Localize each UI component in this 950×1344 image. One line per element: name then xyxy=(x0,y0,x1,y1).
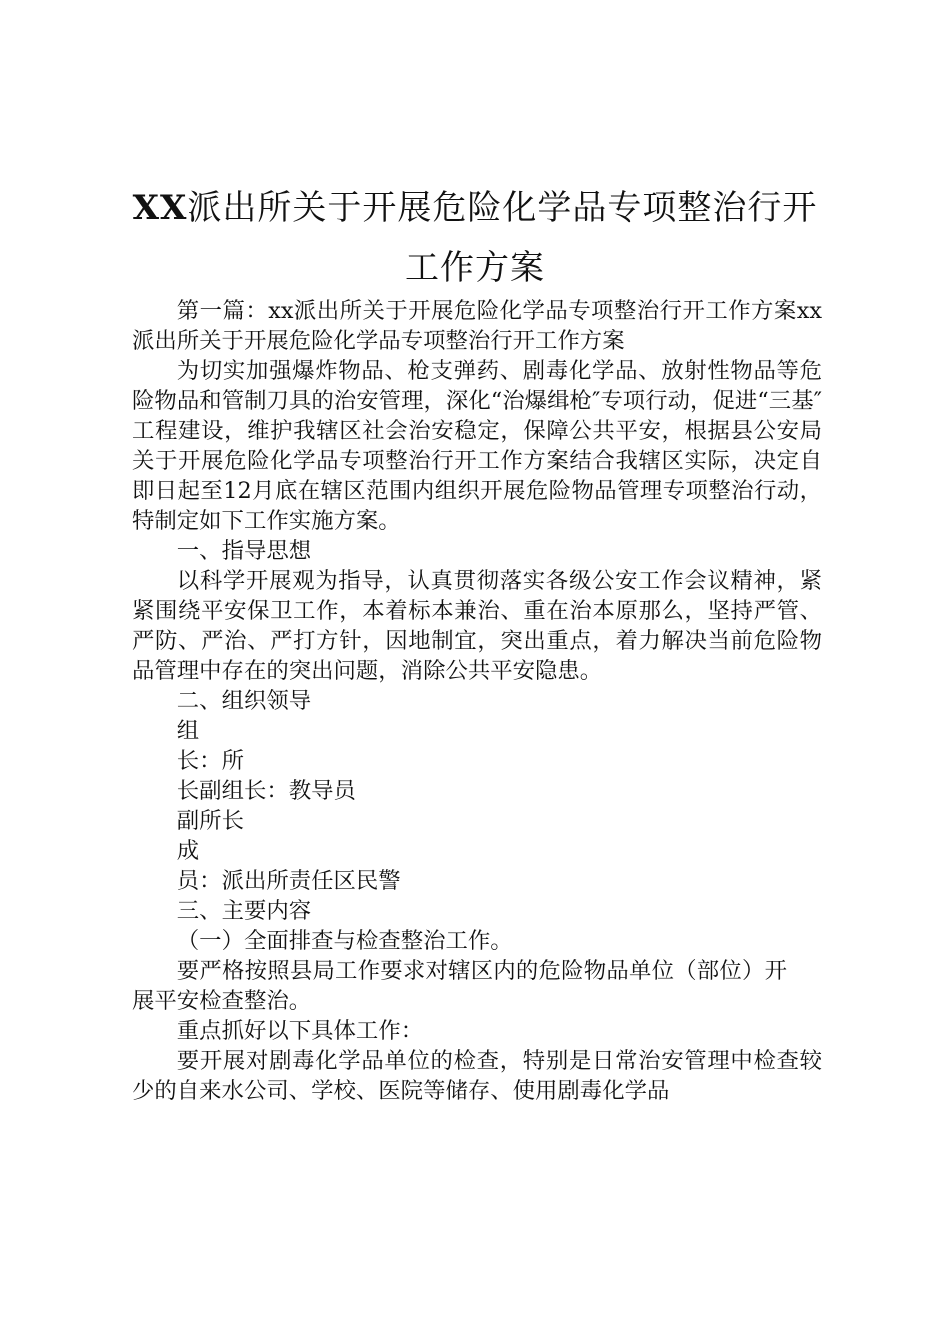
org-line-6: 员：派出所责任区民警 xyxy=(176,868,401,894)
org-line-1: 组 xyxy=(176,718,200,744)
org-line-4: 副所长 xyxy=(176,808,244,834)
document-title-line-2: 工作方案 xyxy=(405,248,545,288)
org-line-3: 长副组长：教导员 xyxy=(176,778,356,804)
paragraph-purpose: 为切实加强爆炸物品、枪支弹药、剧毒化学品、放射性物品等危险物品和管制刀具的治安管理，深化“治爆缉枪″专项行动，促进“三基″工程建设，维护我辖区社会治安稳定，保障公共平安，根据县公安局关于开展危险化学品专项整治行开工作方案结合我辖区实际，决定自即日起至12月底在辖区范围内组织开展危险物品管理专项整治行动，特制定如下工作实施方案。 xyxy=(132,358,822,534)
paragraph-inspection: 要严格按照县局工作要求对辖区内的危险物品单位（部位）开展平安检查整治。 xyxy=(132,958,787,1014)
heading-organization: 二、组织领导 xyxy=(176,688,312,714)
paragraph-key-tasks: 重点抓好以下具体工作： xyxy=(176,1018,424,1044)
paragraph-guiding-ideology: 以科学开展观为指导，认真贯彻落实各级公安工作会议精神，紧紧围绕平安保卫工作，本着标本兼治、重在治本原那么，坚持严管、严防、严治、严打方针，因地制宜，突出重点，着力解决当前危险物品管理中存在的突出问题，消除公共平安隐患。 xyxy=(132,568,822,684)
title-prefix: XX xyxy=(132,188,188,228)
heading-main-content: 三、主要内容 xyxy=(176,898,312,924)
document-body xyxy=(132,296,822,1106)
paragraph-intro: 第一篇：xx派出所关于开展危险化学品专项整治行开工作方案xx派出所关于开展危险化学品专项整治行开工作方案 xyxy=(132,298,822,354)
heading-guiding-ideology: 一、指导思想 xyxy=(176,538,312,564)
title-rest: 派出所关于开展危险化学品专项整治行开 xyxy=(187,188,818,228)
paragraph-toxic-chemicals: 要开展对剧毒化学品单位的检查，特别是日常治安管理中检查较少的自来水公司、学校、医院等储存、使用剧毒化学品 xyxy=(132,1048,822,1104)
org-line-2: 长：所 xyxy=(176,748,244,774)
subheading-inspection: （一）全面排查与检查整治工作。 xyxy=(176,928,513,954)
document-title-line-1 xyxy=(110,178,840,238)
org-line-5: 成 xyxy=(176,838,200,864)
